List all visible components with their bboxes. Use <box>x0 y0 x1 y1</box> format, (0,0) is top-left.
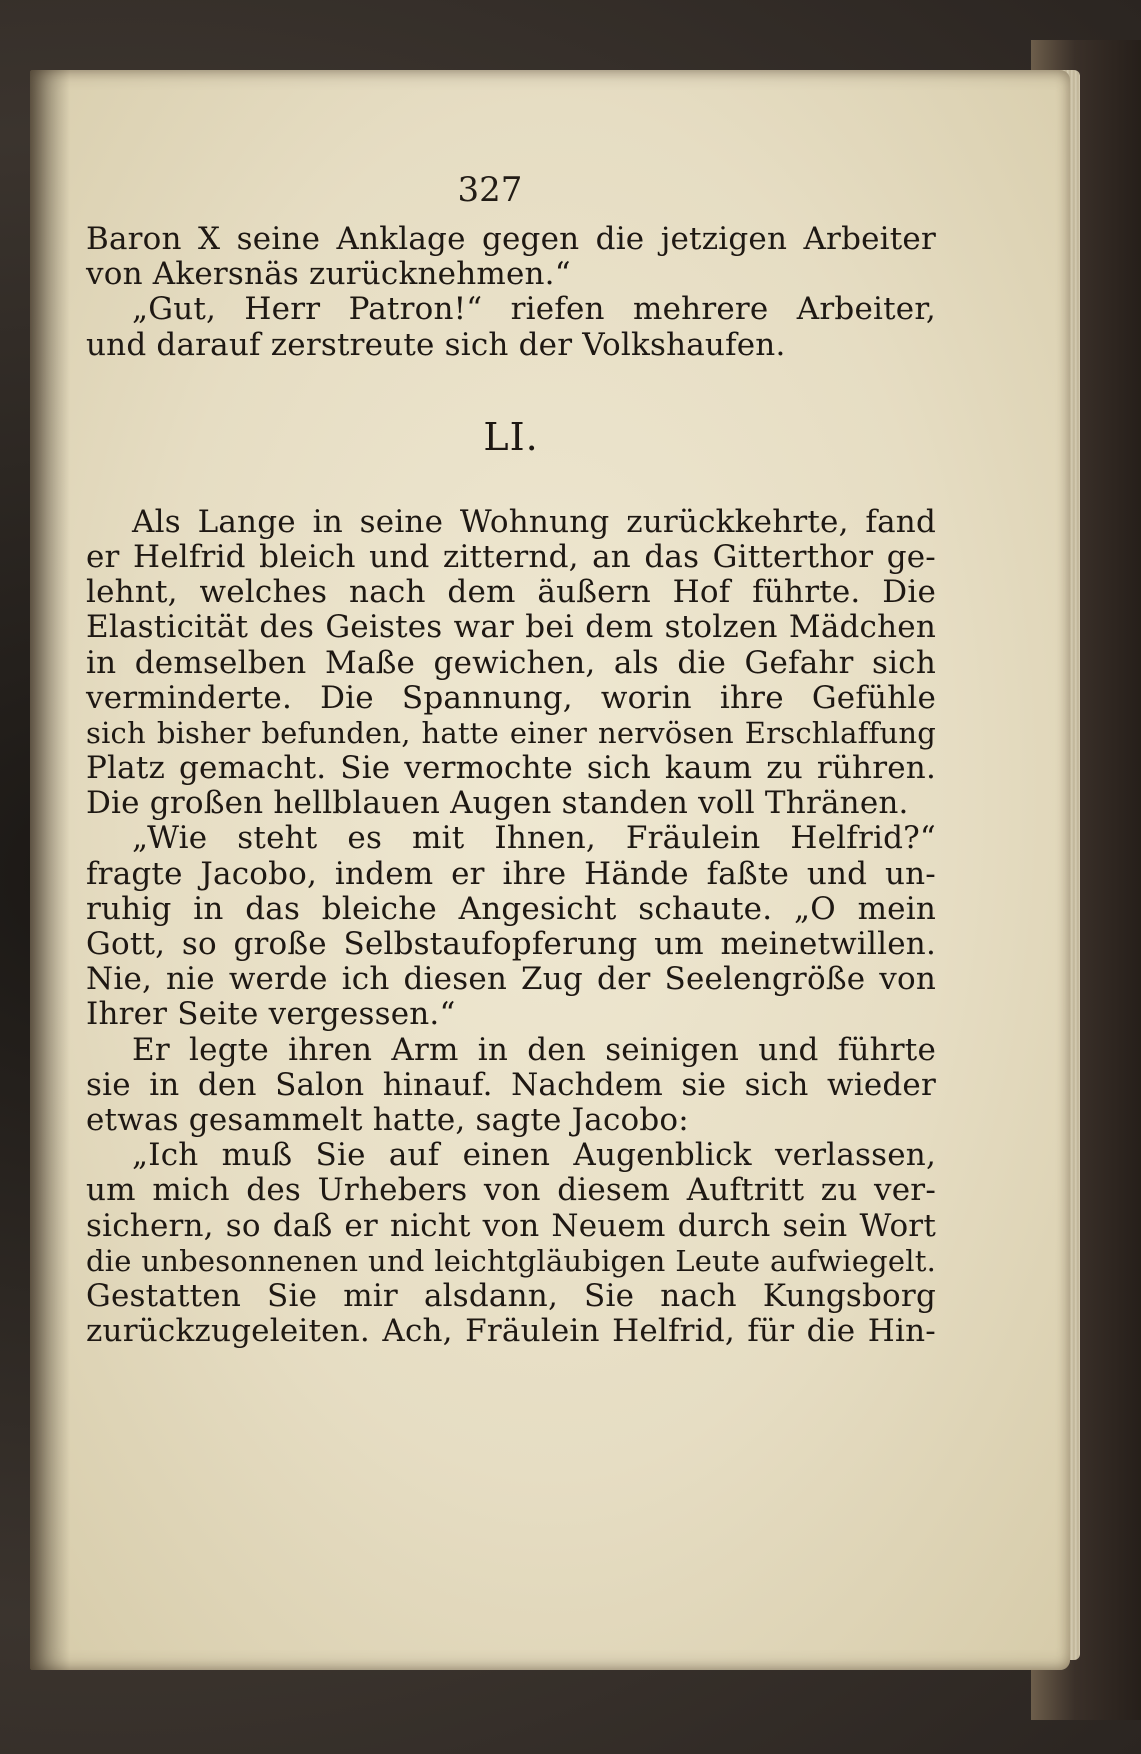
section-end-text <box>86 222 936 363</box>
text-line: Elasticität des Geistes war bei dem stolzen Mädchen <box>86 609 936 646</box>
text-line: sichern, so daß er nicht von Neuem durch sein Wort <box>86 1207 936 1244</box>
page-gutter-shadow <box>30 70 70 1670</box>
text-line: „Gut, Herr Patron!“ riefen mehrere Arbeiter, <box>132 291 936 328</box>
page-text <box>86 222 936 1349</box>
book-page <box>30 70 1070 1670</box>
text-line: sich bisher befunden, hatte einer nervösen Erschlaffung <box>86 715 936 750</box>
text-line: Gott, so große Selbstaufopferung um meinetwillen. <box>86 926 936 962</box>
text-line: Platz gemacht. Sie vermochte sich kaum zu rühren. <box>86 750 936 787</box>
text-line: verminderte. Die Spannung, worin ihre Gefühle <box>86 679 936 716</box>
text-line: etwas gesammelt hatte, sagte Jacobo: <box>86 1101 689 1138</box>
text-line: „Ich muß Sie auf einen Augenblick verlassen, <box>132 1137 936 1174</box>
text-line: Die großen hellblauen Augen standen voll Thränen. <box>86 785 909 822</box>
text-line: er Helfrid bleich und zitternd, an das Gitterthor ge- <box>86 538 936 575</box>
text-line: Als Lange in seine Wohnung zurückkehrte, fand <box>132 503 936 540</box>
text-line: Er legte ihren Arm in den seinigen und führte <box>132 1031 936 1068</box>
text-line: zurückzugeleiten. Ach, Fräulein Helfrid, für die Hin- <box>86 1313 936 1350</box>
text-line: fragte Jacobo, indem er ihre Hände faßte und un- <box>86 855 936 892</box>
text-line: von Akersnäs zurücknehmen.“ <box>86 256 571 293</box>
text-line: lehnt, welches nach dem äußern Hof führte. Die <box>86 574 936 611</box>
chapter-heading: LI. <box>483 414 539 459</box>
text-line: um mich des Urhebers von diesem Auftritt zu ver- <box>86 1172 936 1209</box>
text-line: ruhig in das bleiche Angesicht schaute. „O mein <box>86 890 936 927</box>
page-number: 327 <box>457 170 523 210</box>
text-line: Nie, nie werde ich diesen Zug der Seelengröße von <box>86 961 936 998</box>
text-line: Gestatten Sie mir alsdann, Sie nach Kungsborg <box>86 1277 936 1314</box>
chapter-body-text <box>86 505 936 1350</box>
text-line: sie in den Salon hinauf. Nachdem sie sich wieder <box>86 1066 936 1103</box>
text-line: die unbesonnenen und leichtgläubigen Leute aufwiegelt. <box>86 1243 936 1278</box>
text-line: und darauf zerstreute sich der Volkshaufen. <box>86 326 786 363</box>
text-line: „Wie steht es mit Ihnen, Fräulein Helfrid?“ <box>132 820 936 857</box>
text-line: Ihrer Seite vergessen.“ <box>86 996 456 1033</box>
text-line: Baron X seine Anklage gegen die jetzigen Arbeiter <box>86 221 936 257</box>
text-line: in demselben Maße gewichen, als die Gefahr sich <box>86 644 936 681</box>
